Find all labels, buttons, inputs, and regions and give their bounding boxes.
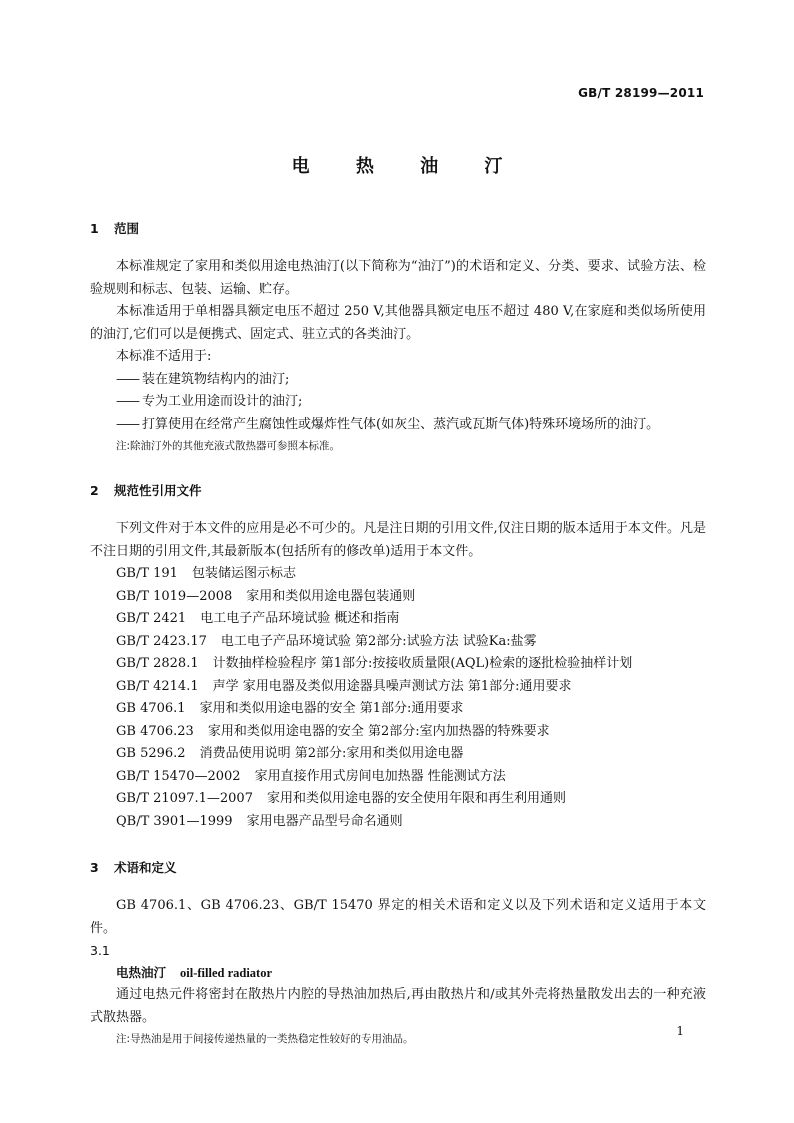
reference-item: GB/T 21097.1—2007 家用和类似用途电器的安全使用年限和再生利用通则 [116,791,566,806]
paragraph: 本标准规定了家用和类似用途电热油汀(以下简称为“油汀”)的术语和定义、分类、要求、试验方法、检验规则和标志、包装、运输、贮存。 [90,259,706,297]
reference-item: GB 4706.1 家用和类似用途电器的安全 第1部分:通用要求 [116,701,464,716]
section-number: 2 [90,483,99,498]
term-chinese: 电热油汀 [116,965,167,980]
reference-item: GB/T 2421 电工电子产品环境试验 概述和指南 [116,611,400,626]
paragraph: 本标准适用于单相器具额定电压不超过 250 V,其他器具额定电压不超过 480 V,在家庭和类似场所使用的油汀,它们可以是便携式、固定式、驻立式的各类油汀。 [90,304,706,342]
term-number: 3.1 [90,943,110,958]
term-english: oil-filled radiator [180,966,273,980]
reference-item: GB/T 191 包装储运图示标志 [116,566,296,581]
paragraph: 下列文件对于本文件的应用是必不可少的。凡是注日期的引用文件,仅注日期的版本适用于本文件。凡是不注日期的引用文件,其最新版本(包括所有的修改单)适用于本文件。 [90,521,706,559]
dash-marker: —— [116,371,138,387]
term-definition: 通过电热元件将密封在散热片内腔的导热油加热后,再由散热片和/或其外壳将热量散发出去的一种充液式散热器。 [90,987,706,1025]
reference-item: GB/T 2828.1 计数抽样检验程序 第1部分:按接收质量限(AQL)检索的逐批检验抽样计划 [116,656,633,671]
section-title: 术语和定义 [114,860,177,875]
page-number: 1 [676,1024,684,1038]
paragraph: 本标准不适用于: [116,349,212,364]
note: 注:导热油是用于间接传递热量的一类热稳定性较好的专用油品。 [116,1033,414,1045]
reference-item: GB/T 1019—2008 家用和类似用途电器包装通则 [116,588,416,604]
document-title: 电 热 油 汀 [291,156,523,177]
section-title: 范围 [114,221,140,236]
section-heading-scope [90,220,706,238]
list-item: —— 打算使用在经常产生腐蚀性或爆炸性气体(如灰尘、蒸汽或瓦斯气体)特殊环境场所的油汀。 [90,414,706,437]
document-body [90,220,706,1049]
term-entry [90,962,706,984]
reference-item: GB/T 15470—2002 家用直接作用式房间电加热器 性能测试方法 [116,768,506,784]
paragraph: GB 4706.1、GB 4706.23、GB/T 15470 界定的相关术语和定义以及下列术语和定义适用于本文件。 [90,898,706,936]
reference-item: QB/T 3901—1999 家用电器产品型号命名通则 [116,813,403,829]
section-number: 3 [90,860,99,875]
note: 注:除油汀外的其他充液式散热器可参照本标准。 [116,440,341,452]
reference-item: GB/T 2423.17 电工电子产品环境试验 第2部分:试验方法 试验Ka:盐雾 [116,633,537,649]
reference-item: GB/T 4214.1 声学 家用电器及类似用途器具噪声测试方法 第1部分:通用要求 [116,678,572,694]
standard-number: GB/T 28199—2011 [578,86,704,100]
section-heading-normative-references [90,482,706,500]
section-heading-terms [90,859,706,877]
section-number: 1 [90,221,99,236]
list-item: —— 专为工业用途而设计的油汀; [90,391,706,414]
list-item: —— 装在建筑物结构内的油汀; [90,369,706,392]
dash-marker: —— [116,394,138,409]
reference-item: GB 5296.2 消费品使用说明 第2部分:家用和类似用途电器 [116,746,464,761]
dash-marker: —— [116,416,138,432]
section-title: 规范性引用文件 [114,483,202,498]
reference-item: GB 4706.23 家用和类似用途电器的安全 第2部分:室内加热器的特殊要求 [116,723,550,739]
